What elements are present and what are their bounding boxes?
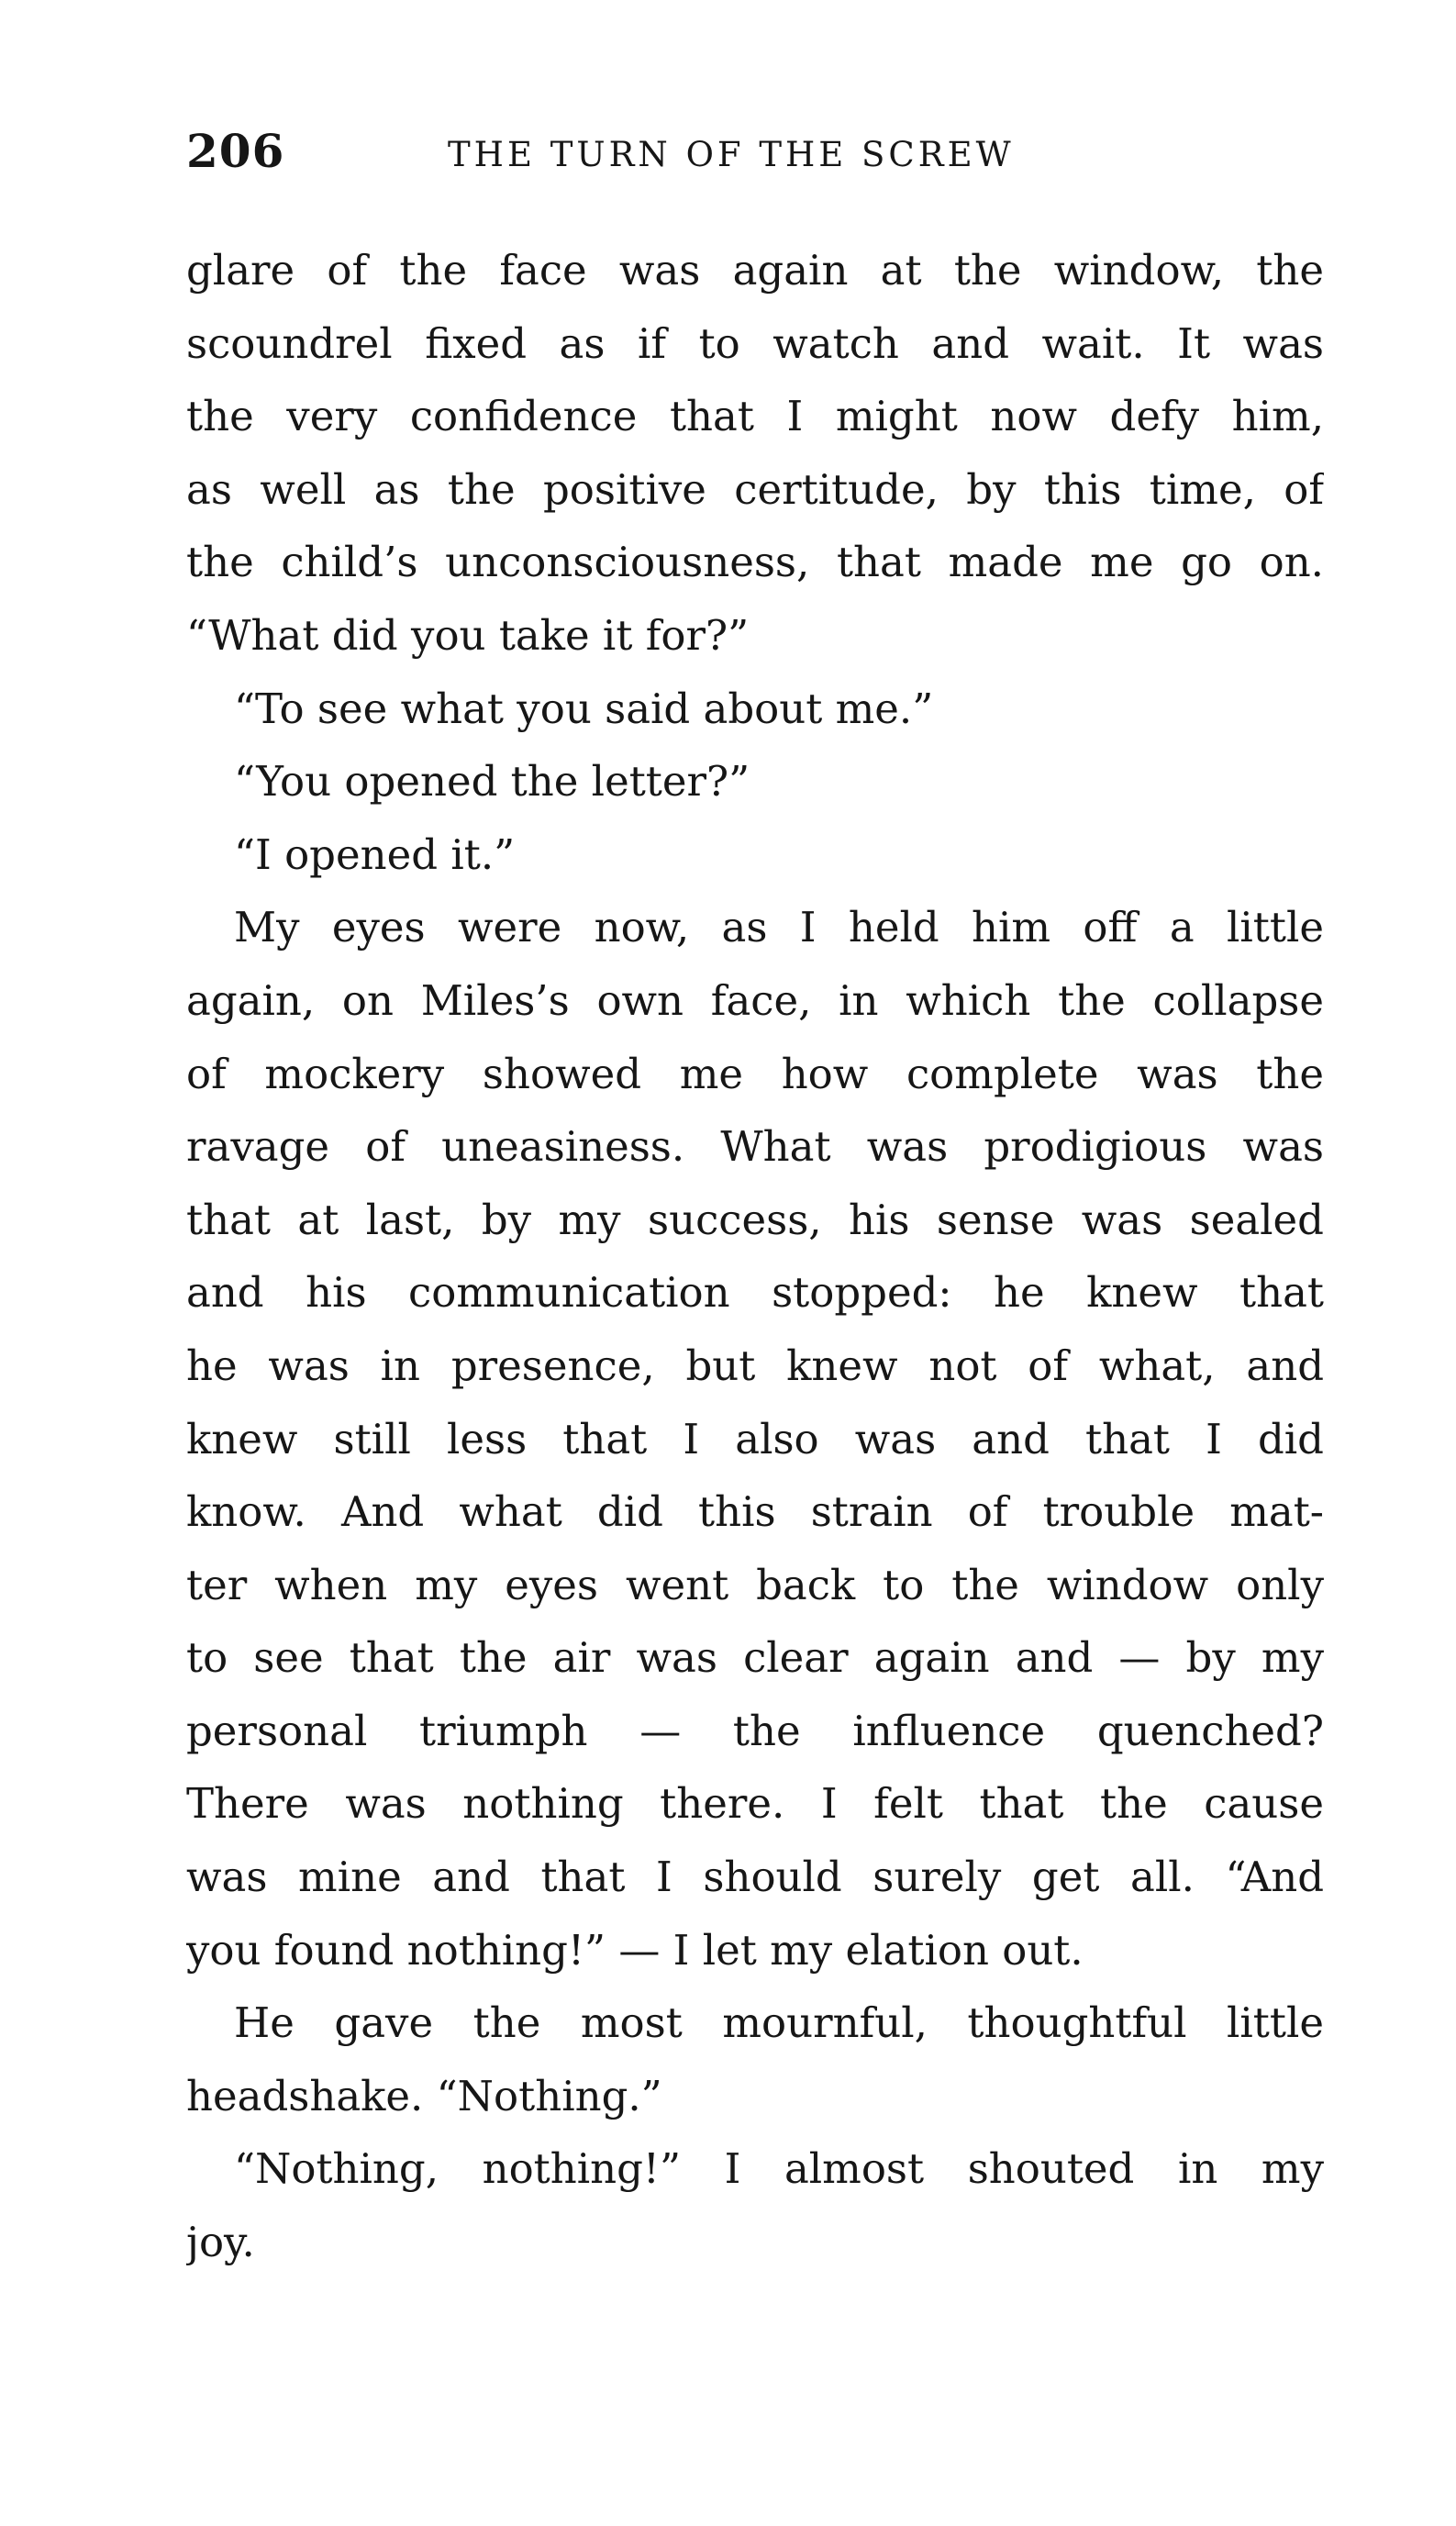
running-head <box>186 119 1324 184</box>
text-line: of mockery showed me how complete was the <box>186 1049 1324 1098</box>
text-line: and his communication stopped: he knew that <box>186 1268 1324 1318</box>
text-line: joy. <box>186 2218 255 2267</box>
text-line: glare of the face was again at the window, the <box>186 246 1324 295</box>
text-line: ravage of uneasiness. What was prodigious was <box>186 1122 1324 1172</box>
text-line: know. And what did this strain of trouble mat- <box>186 1487 1324 1537</box>
text-line: ter when my eyes went back to the window only <box>186 1560 1324 1609</box>
text-line: headshake. “Nothing.” <box>186 2071 662 2120</box>
text-line: the very confidence that I might now defy him, <box>186 392 1324 441</box>
text-line: “I opened it.” <box>234 829 516 879</box>
running-title: THE TURN OF THE SCREW <box>448 135 1015 174</box>
text-line: personal triumph — the influence quenched? <box>186 1706 1324 1755</box>
text-line: the child’s unconsciousness, that made me go on. <box>186 538 1324 587</box>
text-line: was mine and that I should surely get all. “And <box>186 1853 1324 1902</box>
text-line: he was in presence, but knew not of what, and <box>186 1341 1324 1390</box>
text-line: scoundrel fixed as if to watch and wait. It was <box>186 318 1324 368</box>
text-line: My eyes were now, as I held him off a little <box>234 903 1324 952</box>
body-text <box>186 234 1324 2279</box>
text-line: that at last, by my success, his sense was sealed <box>186 1195 1324 1244</box>
text-line: There was nothing there. I felt that the cause <box>186 1779 1324 1829</box>
text-line: “To see what you said about me.” <box>234 684 934 733</box>
page-number: 206 <box>186 124 285 178</box>
text-line: “What did you take it for?” <box>186 610 750 660</box>
text-line: you found nothing!” — I let my elation out. <box>186 1925 1084 1975</box>
text-line: He gave the most mournful, thoughtful little <box>234 1998 1324 2048</box>
text-line: “You opened the letter?” <box>234 757 750 807</box>
text-line: as well as the positive certitude, by this time, of <box>186 464 1324 514</box>
text-line: to see that the air was clear again and — by my <box>186 1633 1324 1683</box>
text-line: knew still less that I also was and that I did <box>186 1414 1324 1463</box>
text-line: again, on Miles’s own face, in which the collapse <box>186 975 1324 1025</box>
text-line: “Nothing, nothing!” I almost shouted in my <box>234 2144 1324 2194</box>
